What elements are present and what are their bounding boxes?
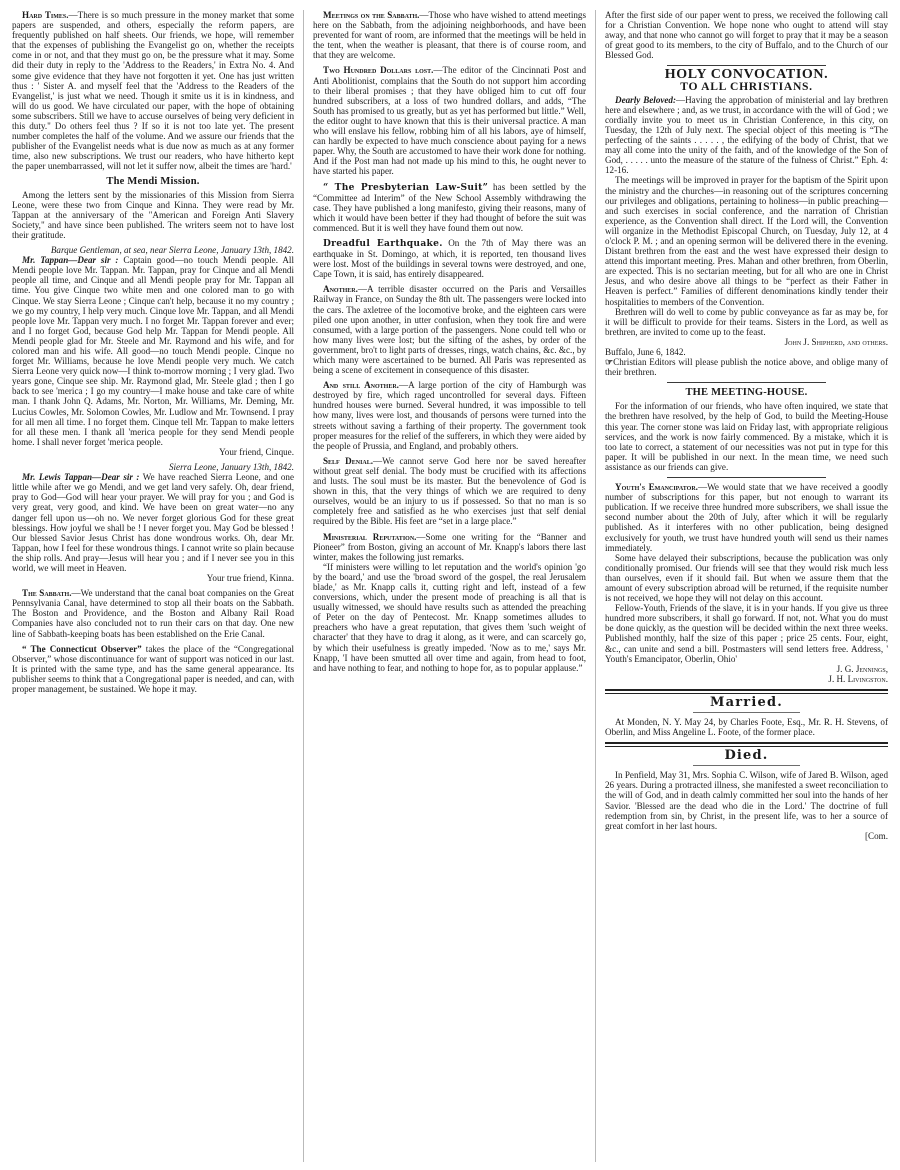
article-body-connecticut-observer: takes the place of the “Congregational Observer,” whose discontinuance for want of support was noticed in our last. It is printed with the same type, and has the same general appearance. Its publisher seems to think that a Congregational paper is needed, and can, with proper management, be sustained. We hope it may. xyxy=(12,643,295,694)
article-and-still-another xyxy=(313,380,586,451)
letter-body-kinna: We have reached Sierra Leone, and one little while after we go Mendi, and we get land very safely. Oh, dear friend, pray to God—God will hear your prayer. We will pray for you ; and God is very great, very good, and kind. We have been on great water—no any danger fell upon us—oh no. We never forget glorious God for these great blessings. How joyful we shall be ! I never forget you. May God be blessed ! Our blessed Savior Jesus Christ has done wondrous works. Oh, dear Mr. Tappan, how I feel for these wondrous things. I cannot write so plain because the ship rolls. And pray—Jesus will hear you ; and if I never see you in this world, we will meet in Heaven. xyxy=(12,472,294,573)
letter-signature-cinque: Your friend, Cinque. xyxy=(219,446,294,457)
letter-salutation-kinna: Mr. Lewis Tappan—Dear sir : xyxy=(22,472,140,483)
article-body-hard-times: —There is so much pressure in the money market that some papers are suspended, and others, especially the reform papers, are frequently published on half sheets. Our friends, we hope, will remember that the expenses of publishing the Evangelist go on, whether the receipts come in or not, and that they must go on, be the pressure what it may. Some did their duty in reply to the 'Address to the Readers,' in Extra No. 4. And some give evidence that they have not forgotten it yet. One has just written thus : ' Sister A. and myself feel that the 'Address to the Readers of the Evangelist,' is just what we need. Though it smite us it is in kindness, and will do us good. We have circulated our paper, with the hope of obtaining some subscribers. Still we have to accuse ourselves of being very deficient in this duty." Do others feel thus ? If so it is not too late yet. The present number completes the half of the volume. And we assure our friends that the publisher of the Evangelist needs what is due now as much as at any former time, also new subscriptions. We trust our readers, who have hitherto kept the paper unembarrassed, will not let it suffer now, albeit the times are 'hard.' xyxy=(12,10,295,172)
article-hard-times xyxy=(12,10,294,172)
article-dreadful-earthquake xyxy=(313,238,586,279)
newspaper-columns xyxy=(12,10,888,1162)
letter-signature-kinna: Your true friend, Kinna. xyxy=(206,573,294,584)
holy-convocation-p2: The meetings will be improved in prayer for the baptism of the Spirit upon the ministry and the churches—in reasoning out of the scriptures concerning our privileges and obligations, pertaining to holiness—in public preaching—and such exercises in social conference, and the narration of Christian experience, as the Convention shall direct. If the Lord will, the Convention will organize in the Methodist Episcopal Church, on Tuesday, July 12, at 4 o'clock P. M. ; and an opening sermon will be delivered there in the evening. Distant brethren from the east and the west have expressed their design to attend this important meeting. Pres. Mahan and other brethren, from Oberlin, are expected. This is no sectarian meeting, but for all who are one in Christ Jesus, and who desire above all things to be “perfect as their Father in Heaven is perfect.” Families of different denominations kindly tender their hospitalities to members of the Convention. xyxy=(605,175,888,307)
article-the-sabbath xyxy=(12,588,294,638)
convocation-place-date: Buffalo, June 6, 1842. xyxy=(605,347,686,357)
meeting-house-body: For the information of our friends, who have often inquired, we state that the brethren have resolved, by the help of God, to build the Meeting-House this year. The corner stone was laid on Friday last, with appropriate religious services, and the work is now fairly commenced. By a mistake, which it is too late to correct, a statement of our necessities was not put in type for this paper. It will be published in our next. In the mean time, we need such assistance as our friends can give. xyxy=(605,401,888,472)
article-head-hard-times: Hard Times. xyxy=(22,10,69,20)
article-head-two-hundred-dollars-lost: Two Hundred Dollars lost. xyxy=(323,65,434,76)
column-2 xyxy=(304,10,596,1162)
article-body-meetings-sabbath: —Those who have wished to attend meetings here on the Sabbath, from the adjoining neighborhoods, and have been prevented for want of room, are informed that the meetings will be held in the tent, when the weather is pleasant, that there is of course room, and that they are welcome. xyxy=(313,10,586,61)
article-body-the-sabbath: —We understand that the canal boat companies on the Great Pennsylvania Canal, have determined to stop all their boats on the Sabbath. The Boston and Providence, and the Boston and Albany Rail Road Companies have also concluded not to run their cars on that day. One new line of Sabbath-keeping boats has been established on the Erie Canal. xyxy=(12,588,295,639)
article-head-youths-emancipator: Youth's Emancipator. xyxy=(615,482,698,493)
divider-double-rule-2 xyxy=(605,742,888,747)
youths-emancipator-signature-1: J. G. Jennings, xyxy=(836,663,888,674)
article-head-ministerial-reputation: Ministerial Reputation. xyxy=(323,531,417,542)
convention-note: After the first side of our paper went to press, we received the following call for a Christian Convention. We hope none who ought to attend will stay away, and that none who cannot go will forget to pray that it may be a season of great good to its members, to the city of Buffalo, and to the Church of our Blessed God. xyxy=(605,10,888,61)
article-meetings-sabbath xyxy=(313,10,586,60)
youths-emancipator-p1: —We would state that we have received a goodly number of subscriptions for this paper, but not enough to warrant its publication. If we receive three hundred more subscribers, we shall issue the second number about the 20th of July, after which it will be regularly published. As it interferes with no other publication, being designed exclusively for youth, we trust have hundred youth will send us their names immediately. xyxy=(605,482,888,553)
convocation-editors-note xyxy=(605,357,888,377)
youths-emancipator-signature-2: J. H. Livingston. xyxy=(828,673,888,684)
holy-convocation-p3: Brethren will do well to come by public conveyance as far as may be, for it will be difficult to provide for their teams. Sisters in the Lord, as well as brethren, are invited to come up to the feast. xyxy=(605,306,888,337)
divider-rule-3 xyxy=(667,477,825,478)
mendi-letter-1 xyxy=(12,255,294,447)
article-self-denial xyxy=(313,456,586,527)
article-another-railway xyxy=(313,284,586,375)
article-head-meetings-sabbath: Meetings on the Sabbath. xyxy=(323,10,420,20)
article-youths-emancipator xyxy=(605,482,888,553)
section-title-married: Married. xyxy=(710,694,783,710)
mendi-dateline-2: Sierra Leone, January 13th, 1842. xyxy=(168,462,294,473)
died-notice: In Penfield, May 31, Mrs. Sophia C. Wilson, wife of Jared B. Wilson, aged 26 years. During a protracted illness, she manifested a sweet reconciliation to the will of God, and in death calmly committed her soul into the hands of her Savior. 'Blessed are the dead who die in the Lord.' The doctrine of full redemption from sin, by Christ, in the present life, was to her a source of great comfort in her last hours. xyxy=(605,770,888,831)
youths-emancipator-p2: Some have delayed their subscriptions, because the publication was only conditionally promised. Our friends will see that they would risk much less than ourselves, even if it should fail. But when we assure them that the amount of every subscription abroad will be returned, if the requisite number is not received, we hope they will not delay on this account. xyxy=(605,552,888,604)
article-body-ministerial-reputation: —Some one writing for the “Banner and Pioneer” from Boston, giving an account of Mr. Knapp's labors there last winter, makes the following just remarks. xyxy=(313,531,586,562)
section-title-mendi-mission: The Mendi Mission. xyxy=(106,175,200,187)
convocation-editors-note-text: Christian Editors will please publish the notice above, and oblige many of their brethren. xyxy=(605,357,888,378)
article-ministerial-reputation-quote: “If ministers were willing to let reputation and the world's opinion 'go by the board,' and use the 'broad sword of the gospel, the real Jerusalem blade,' as Mr. Knapp calls it, cutting right and left, instead of a few conversions, which, under the present mode of preaching is all that is usually witnessed, we should have results such as attended the preaching of Peter on the day of Pentecost. Mr. Knapp sometimes alludes to preachers who have a great reputation, that gives them 'such weight of character' that they have to drag it along, as it were, and can scarcely go, by which their usefulness is greatly impeded. 'Now as to me,' says Mr. Knapp, 'I have been smutted all over time and again, from head to foot, and have nothing to fear, and nothing to hope for, as to popular applause.” xyxy=(313,561,586,673)
section-title-meeting-house: THE MEETING-HOUSE. xyxy=(685,387,808,399)
divider-double-rule-1 xyxy=(605,689,888,694)
article-body-two-hundred-dollars-lost: —The editor of the Cincinnati Post and Anti Abolitionist, complains that the South do not support him according to their liberal promises ; that they have obliged him to cut off four hundred subscribers, at a loss of two hundred dollars, and adds, “The South has promised to us greatly, but as yet has performed but little.” Well, the editor ought to have known that this is their universal practice. A man who will enslave his fellow, robbing him of all his labors, aye of himself, can hardly be expected to have much conscience about paying for a news paper. Why, the South are accustomed to have their work done for nothing. And if the Post man had not made up his mind to this, he ought never to have started his paper. xyxy=(313,65,586,177)
article-connecticut-observer xyxy=(12,644,294,694)
mendi-letter-2 xyxy=(12,472,294,573)
convocation-body-1: —Having the approbation of ministerial and lay brethren here and elsewhere ; and, as we trust, in accordance with the will of God ; we cordially invite you to meet us in Christian Conference, in this city, on Tuesday, the 12th of July next. The special object of this meeting is “The perfecting of the saints . . . . . , the edifying of the body of Christ, that we may all come into the unity of the faith, and of the knowledge of the Son of God, . . . . . unto the measure of the stature of the fulness of Christ.” Eph. 4: 12-16. xyxy=(605,94,888,176)
article-head-and-still-another: And still Another. xyxy=(323,380,399,391)
letter-body-cinque: Captain good—no touch Mendi people. All Mendi people love Mr. Tappan. Mr. Tappan, pray for Cinque and all Mendi people all time, and Cinque and all Mendi people pray for Mr. Tappan all time. You give Cinque two white men and one colored man to go with Cinque. We stay Sierra Leone ; Cinque can't help, because it no my country ; we go my country, I help very much. Cinque love Mr. Tappan, and all Mendi people love Mr. Tappan very much. I no forget Mr. Tappan forever and ever; and I no forget God, because God help Mr. Tappan for Mendi people. All Mendi people glad for Mr. Steele and Mr. Raymond and his wife, and for colored man and his wife. All good—no touch Mendi people. Cinque no forget Mr. Williams, because he love Mendi people very much. We catch Sierra Leone very quick now—I think to-morrow morning ; I very glad. Two years gone, Cinque see ship. Mr. Raymond glad, Mr. Steele glad ; then I go back to see 'merica ; I go my country—I make house and take care of white man. I thank John Q. Adams, Mr. Norton, Mr. Williams, Mr. Deming, Mr. Lucius Cowles, Mr. Solomon Cowles, Mr. Ludlow and Mr. Townsend. I pray for all men all time. I no forget them. Cinque tell Mr. Tappan to make letters for all these men. I thank all 'merica people for they send Mendi people home. I shall never forget 'merica people. xyxy=(12,255,294,447)
article-presbyterian-law-suit xyxy=(313,182,586,233)
died-credit: [Com. xyxy=(865,830,888,841)
divider-rule-died xyxy=(693,765,801,766)
article-body-dreadful-earthquake: On the 7th of May there was an earthquake in St. Domingo, at which, it is reported, ten thousand lives were lost. Most of the buildings in several towns were destroyed, and one, Cape Town, it is said, has entirely disappeared. xyxy=(313,237,586,280)
pointing-hand-icon: ☞ xyxy=(605,357,614,368)
section-title-died: Died. xyxy=(724,748,769,764)
article-head-another-railway: Another. xyxy=(323,284,358,295)
divider-rule-married xyxy=(693,712,801,713)
article-head-self-denial: Self Denial. xyxy=(323,455,374,466)
married-notice: At Monden, N. Y. May 24, by Charles Foote, Esq., Mr. R. H. Stevens, of Oberlin, and Miss Angeline L. Foote, of the former place. xyxy=(605,717,888,738)
letter-salutation-cinque: Mr. Tappan—Dear sir : xyxy=(22,255,119,266)
column-1 xyxy=(12,10,304,1162)
convocation-salutation: Dearly Beloved: xyxy=(615,94,677,105)
article-head-connecticut-observer: “ The Connecticut Observer” xyxy=(22,643,142,654)
holy-convocation-p1 xyxy=(605,95,888,176)
article-head-presbyterian-law-suit: “ The Presbyterian Law-Suit” xyxy=(323,181,489,193)
article-body-another-railway: —A terrible disaster occurred on the Paris and Versailles Railway in France, on Sunday the 8th ult. The passengers were locked into the cars. The axletree of the locomotive broke, and the eighteen cars were piled one upon another, in utter confusion, when they took fire and were consumed, with a large portion of the passengers. None could tell who or how many lives were lost; but the sifting of the ashes, by order of the government, bro't to light parts of dresses, rings, watch chains, &c. &c., by which many were ascertained to be burned. All Paris was represented as being a scene of excitement in consequence of this disaster. xyxy=(313,284,586,376)
convocation-signature: John J. Shipherd, and others. xyxy=(784,336,888,347)
headline-holy-convocation: HOLY CONVOCATION. xyxy=(664,67,829,83)
article-body-presbyterian-law-suit: has been settled by the “Committee ad Interim” of the New School Assembly withdrawing the case. They have published a long manifesto, giving their reasons, many of which it would have been better if they had thought of before the suit was commenced. But it is well they have found them out now. xyxy=(313,181,586,233)
mendi-dateline-1: Barque Gentleman, at sea, near Sierra Leone, January 13th, 1842. xyxy=(50,245,294,256)
youths-emancipator-p3: Fellow-Youth, Friends of the slave, it is in your hands. If you give us three hundred more subscribers, it shall go forward. If not, not. What you do must be done quickly, as the question will be decided within the next three weeks. Published monthly, half the size of this paper ; price 25 cents. Four, eight, &c., can unite and send a bill. Postmasters will send letters free. Address, ' Youth's Emancipator, Oberlin, Ohio' xyxy=(605,603,888,664)
article-body-and-still-another: —A large portion of the city of Hamburgh was destroyed by fire, which raged uncontrolled for several days. Fifteen hundred houses were burned. Several hundred, it was impossible to tell how many, lives were lost, and thousands of persons were turned into the streets without saving a farthing of their property. The government took proper measures for the relief of the sufferers, in which they were aided by the people of Prussia, and England, and probably others. xyxy=(313,380,586,451)
article-two-hundred-dollars-lost xyxy=(313,65,586,176)
headline-to-all-christians: TO ALL CHRISTIANS. xyxy=(680,79,813,93)
divider-rule-1 xyxy=(667,65,825,66)
article-head-dreadful-earthquake: Dreadful Earthquake. xyxy=(323,237,443,249)
divider-rule-2 xyxy=(667,382,825,383)
article-ministerial-reputation xyxy=(313,532,586,562)
article-head-the-sabbath: The Sabbath. xyxy=(22,588,72,599)
mendi-intro: Among the letters sent by the missionaries of this Mission from Sierra Leone, were these two from Cinque and Kinna. They were read by Mr. Tappan at the anniversary of the "American and Foreign Anti Slavery Society," and have since been published. The writers seem not to have lost their gratitude. xyxy=(12,189,294,240)
article-body-self-denial: —We cannot serve God here nor be saved hereafter without great self denial. The body must be crucified with its affections and lusts. The soul must be its master. But the benevolence of God is shown in this, that the very things of which we are required to deny ourselves, would be an injury to us if possessed. So that no man is so completely free and satisfied as he who exercises just that self denial required by the Bible. His feet are “set in a large place.” xyxy=(313,455,586,527)
column-3 xyxy=(596,10,888,1162)
